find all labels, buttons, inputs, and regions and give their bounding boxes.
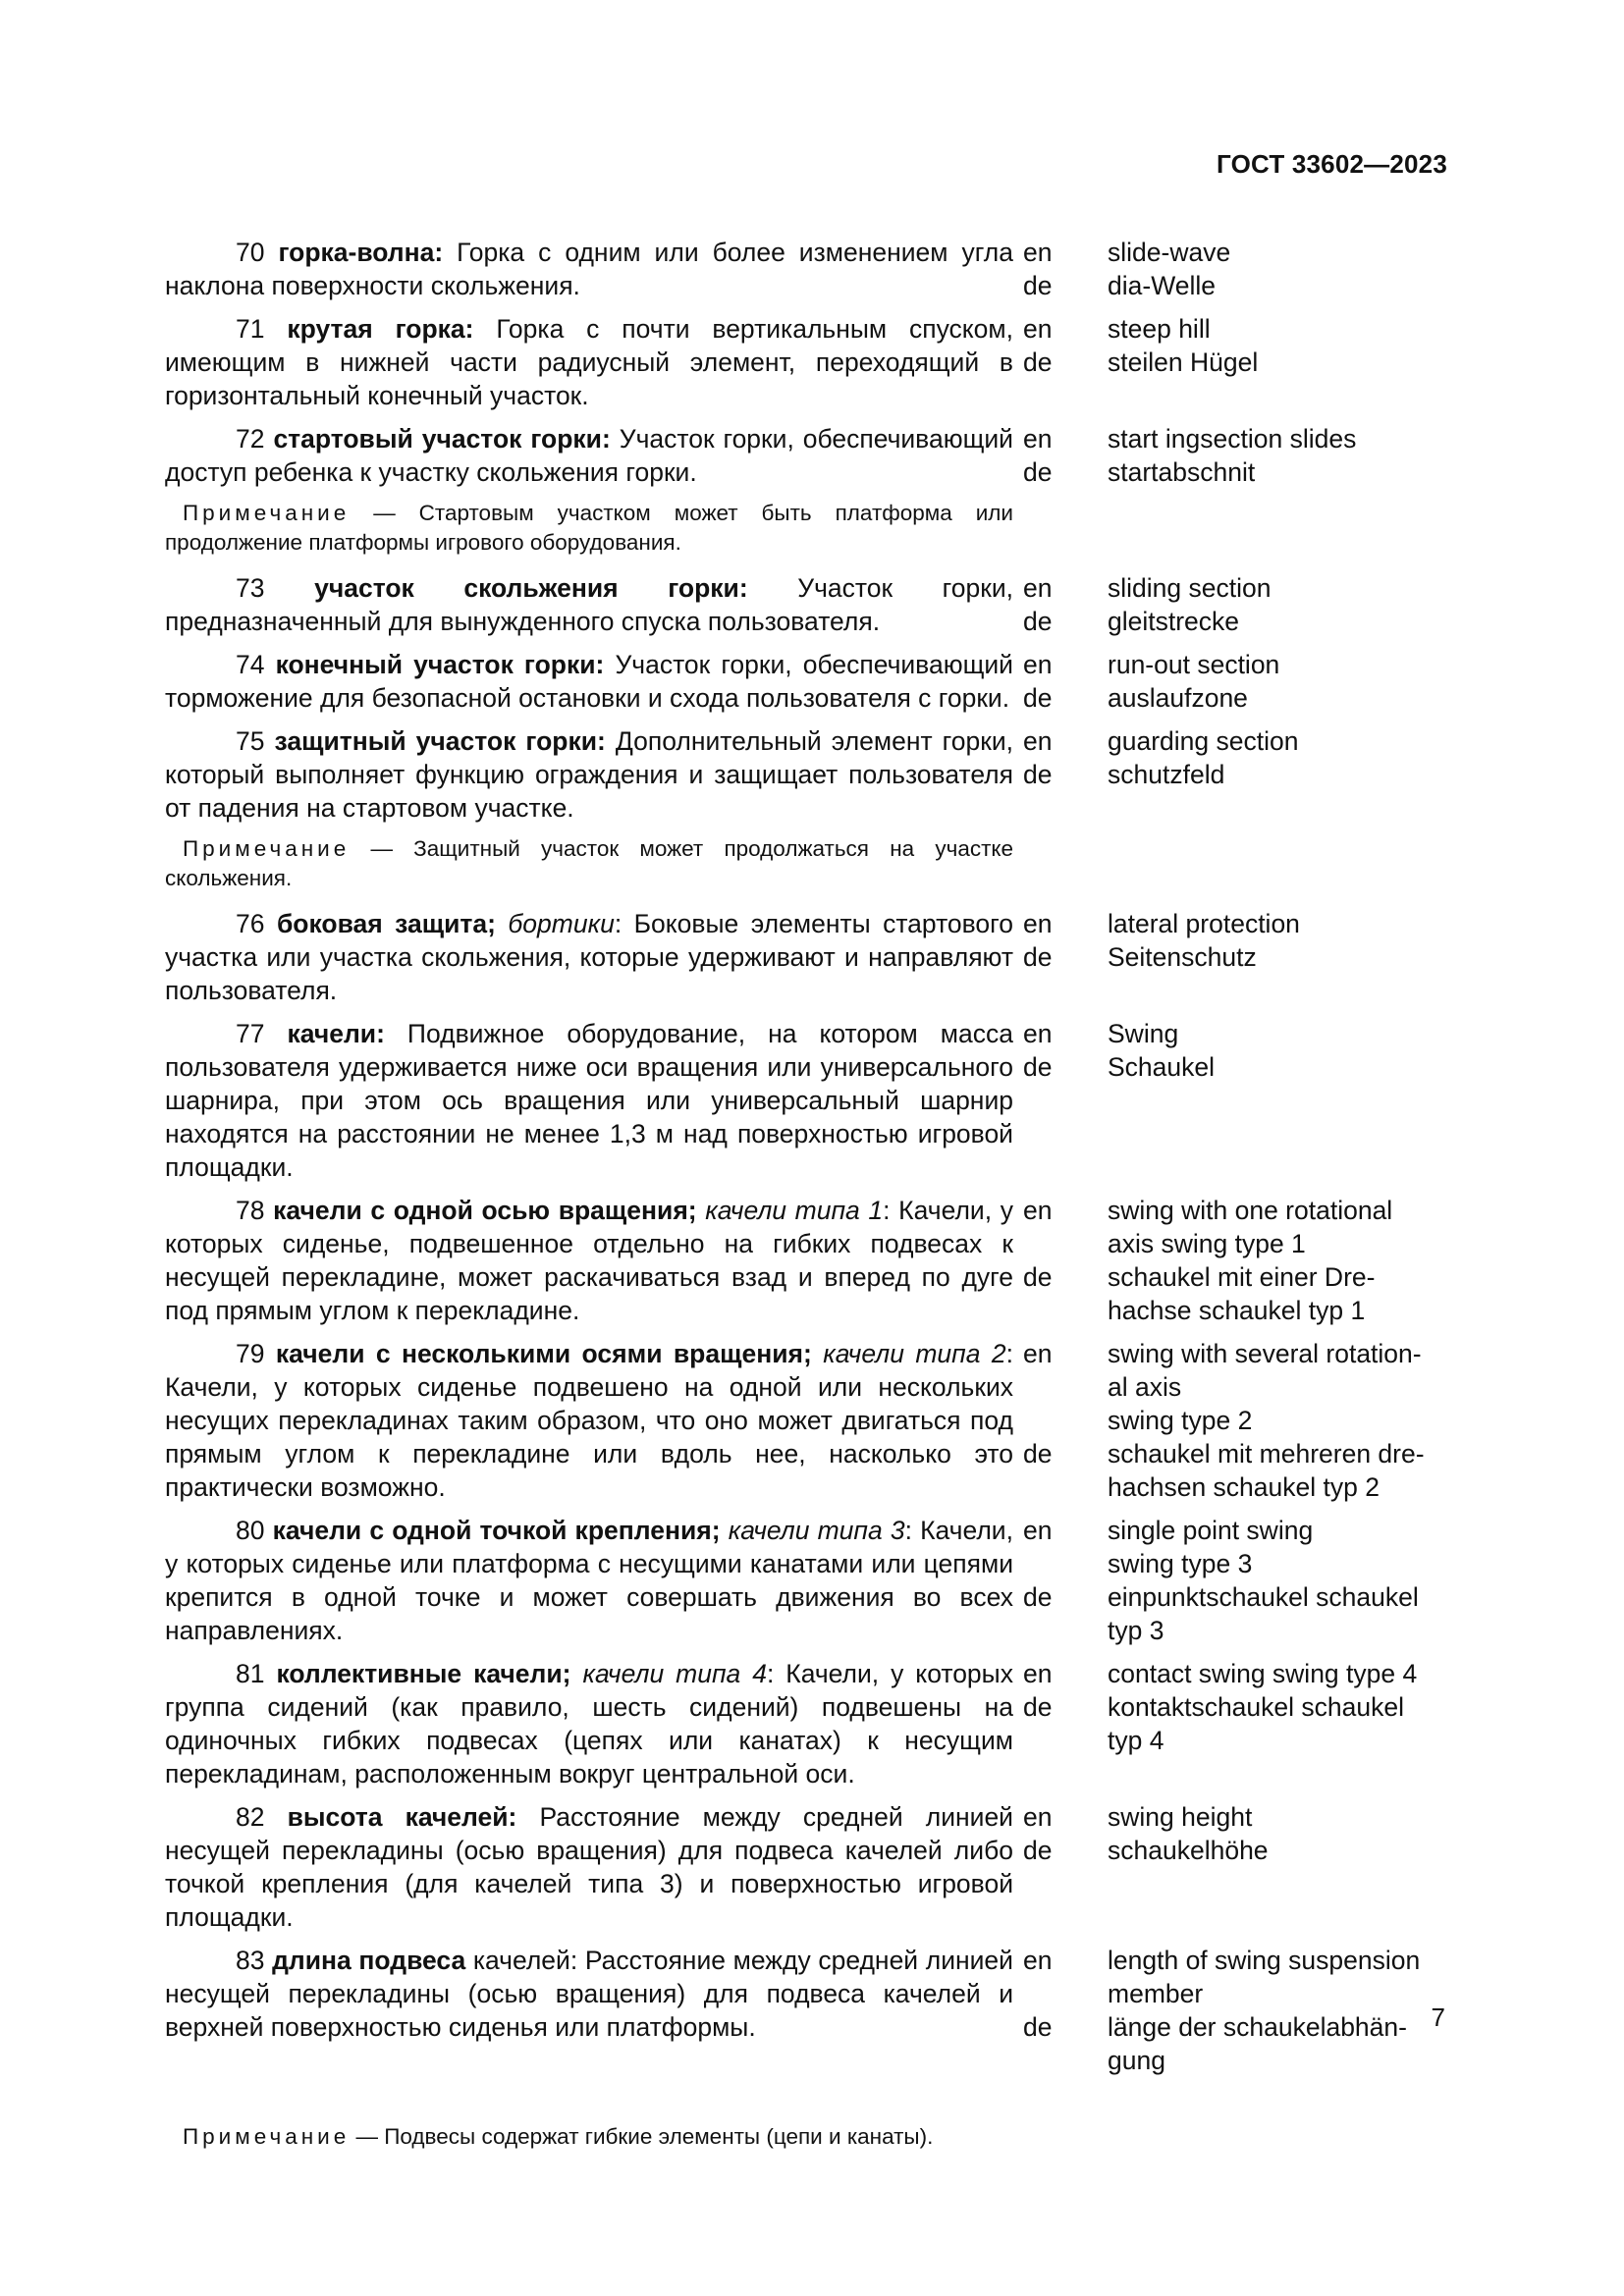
term-name: стартовый участок горки: [273, 424, 611, 454]
language-codes [1023, 571, 1098, 638]
language-code: de [1023, 607, 1053, 636]
note-text: — Защитный участок может продолжаться на участке скольжения. [165, 836, 1013, 890]
language-code: de [1023, 1262, 1053, 1292]
equivalent-term: guarding section [1108, 726, 1299, 756]
equivalent-term: kontaktschaukel schaukel [1108, 1692, 1404, 1722]
term-entry [165, 648, 1447, 715]
foreign-equivalents [1108, 1800, 1447, 1934]
equivalent-term: swing type 2 [1108, 1406, 1253, 1435]
language-code: en [1023, 238, 1053, 267]
term-entry [165, 1194, 1447, 1327]
language-code: en [1023, 424, 1053, 454]
language-code: en [1023, 650, 1053, 679]
term-entry [165, 1017, 1447, 1184]
language-code-gap [1023, 1977, 1098, 2010]
language-codes [1023, 1194, 1098, 1327]
term-number: 73 [236, 573, 265, 603]
equivalent-term: run-out section [1108, 650, 1280, 679]
language-code: en [1023, 1339, 1053, 1368]
language-codes [1023, 1017, 1098, 1184]
equivalent-term: startabschnit [1108, 457, 1256, 487]
term-definition-text: Подвижное оборудование, на котором масса пользователя удерживается ниже оси вращения или универсального шарнира, при этом ось вращения или универсальный шарнир находятся на расстоянии не менее 1,3 м над поверхностью игровой площадки. [165, 1019, 1013, 1182]
term-name: участок скольжения горки: [314, 573, 748, 603]
foreign-equivalents [1108, 648, 1447, 715]
language-codes [1023, 907, 1098, 1007]
language-code: en [1023, 1516, 1053, 1545]
equivalent-term: typ 3 [1108, 1616, 1164, 1645]
term-entry [165, 724, 1447, 825]
language-code: en [1023, 1019, 1053, 1048]
language-codes [1023, 1657, 1098, 1790]
equivalent-term: length of swing suspension [1108, 1946, 1421, 1975]
equivalent-term: axis swing type 1 [1108, 1229, 1306, 1258]
term-definition [165, 312, 1013, 412]
language-code: en [1023, 1659, 1053, 1688]
term-definition [165, 236, 1013, 302]
term-definition [165, 1337, 1013, 1504]
language-codes [1023, 422, 1098, 489]
note-label: Примечание [183, 2124, 351, 2149]
term-definition-text: : Боковые элементы стартового участка или участка скольжения, которые удерживают и направляют пользователя. [165, 909, 1013, 1005]
term-number: 76 [236, 909, 265, 938]
term-name: качели с одной точкой крепления; [272, 1516, 721, 1545]
equivalent-term: länge der schaukelabhän- [1108, 2012, 1407, 2042]
term-number: 83 [236, 1946, 265, 1975]
term-entry [165, 1337, 1447, 1504]
foreign-equivalents [1108, 1514, 1447, 1647]
equivalent-term: einpunktschaukel schaukel [1108, 1582, 1419, 1612]
term-definition-text: : Качели, у которых группа сидений (как правило, шесть сидений) подвешены на одиночных гибких подвесах (цепях или канатах) к несущим перекладинам, расположенным вокруг центральной оси. [165, 1659, 1013, 1789]
term-definition-text: Участок горки, предназначенный для вынужденного спуска пользователя. [165, 573, 1013, 636]
language-code: en [1023, 909, 1053, 938]
note-label: Примечание [183, 501, 351, 525]
term-name: коллективные качели; [276, 1659, 571, 1688]
term-name: конечный участок горки: [275, 650, 605, 679]
equivalent-term: start ingsection slides [1108, 424, 1357, 454]
language-code-gap [1023, 1547, 1098, 1580]
term-synonym: бортики [508, 909, 615, 938]
foreign-equivalents [1108, 724, 1447, 825]
language-codes [1023, 724, 1098, 825]
equivalent-term: lateral protection [1108, 909, 1300, 938]
equivalent-term: hachse schaukel typ 1 [1108, 1296, 1366, 1325]
foreign-equivalents [1108, 571, 1447, 638]
language-code: en [1023, 573, 1053, 603]
language-code: de [1023, 347, 1053, 377]
term-number: 74 [236, 650, 265, 679]
equivalent-term: member [1108, 1979, 1204, 2008]
term-number: 72 [236, 424, 265, 454]
term-definition [165, 1017, 1013, 1184]
term-name: длина подвеса [272, 1946, 466, 1975]
equivalent-term: schaukel mit mehreren dre- [1108, 1439, 1425, 1468]
term-definition-text: Горка с почти вертикальным спуском, имеющим в нижней части радиусный элемент, переходящий в горизонтальный конечный участок. [165, 314, 1013, 410]
note-text: — Стартовым участком может быть платформа или продолжение платформы игрового оборудования. [165, 501, 1013, 555]
term-definition-text: Дополнительный элемент горки, который выполняет функцию ограждения и защищает пользователя от падения на стартовом участке. [165, 726, 1013, 823]
term-definition-text: Расстояние между средней линией несущей перекладины (осью вращения) для подвеса качелей и верхней поверхностью сиденья или платформы. [165, 1946, 1013, 2042]
term-entry [165, 1944, 1447, 2077]
term-entry [165, 422, 1447, 489]
language-code: de [1023, 760, 1053, 789]
note [165, 834, 1013, 893]
foreign-equivalents [1108, 1657, 1447, 1790]
language-codes [1023, 236, 1098, 302]
term-definition [165, 1657, 1013, 1790]
language-code: de [1023, 1439, 1053, 1468]
language-code: de [1023, 2012, 1053, 2042]
equivalent-term: schaukelhöhe [1108, 1836, 1269, 1865]
equivalent-term: single point swing [1108, 1516, 1314, 1545]
equivalent-term: swing type 3 [1108, 1549, 1253, 1578]
language-code-gap [1023, 1227, 1098, 1260]
term-entry [165, 1800, 1447, 1934]
language-codes [1023, 312, 1098, 412]
language-code: de [1023, 457, 1053, 487]
language-code: en [1023, 1802, 1053, 1832]
language-codes [1023, 1337, 1098, 1504]
term-entry [165, 1657, 1447, 1790]
term-name-tail: качелей: [465, 1946, 578, 1975]
term-definition-text: Горка с одним или более изменением угла наклона поверхности скольжения. [165, 238, 1013, 300]
equivalent-term: dia-Welle [1108, 271, 1216, 300]
term-entry [165, 907, 1447, 1007]
equivalent-term: auslaufzone [1108, 683, 1248, 713]
language-code: de [1023, 1582, 1053, 1612]
equivalent-term: typ 4 [1108, 1726, 1164, 1755]
language-code: en [1023, 726, 1053, 756]
language-code: de [1023, 1692, 1053, 1722]
equivalent-term: contact swing swing type 4 [1108, 1659, 1418, 1688]
term-definition [165, 1514, 1013, 1647]
equivalent-term: steilen Hügel [1108, 347, 1259, 377]
language-codes [1023, 648, 1098, 715]
language-code-gap [1023, 1614, 1098, 1647]
equivalent-term: sliding section [1108, 573, 1272, 603]
term-number: 78 [236, 1196, 265, 1225]
language-code: en [1023, 1196, 1053, 1225]
term-definition-text: Участок горки, обеспечивающий доступ ребенка к участку скольжения горки. [165, 424, 1013, 487]
language-code: de [1023, 683, 1053, 713]
term-number: 70 [236, 238, 265, 267]
foreign-equivalents [1108, 1337, 1447, 1504]
language-code-gap [1023, 2044, 1098, 2077]
term-entry [165, 1514, 1447, 1647]
language-code: de [1023, 271, 1053, 300]
term-definition [165, 571, 1013, 638]
term-definition [165, 724, 1013, 825]
equivalent-term: swing with one rotational [1108, 1196, 1393, 1225]
foreign-equivalents [1108, 1944, 1447, 2077]
term-definition [165, 907, 1013, 1007]
language-code: de [1023, 1836, 1053, 1865]
equivalent-term: steep hill [1108, 314, 1211, 344]
language-code-gap [1023, 1294, 1098, 1327]
term-synonym: качели типа 2 [823, 1339, 1006, 1368]
foreign-equivalents [1108, 1017, 1447, 1184]
foreign-equivalents [1108, 236, 1447, 302]
term-entry [165, 571, 1447, 638]
term-definition-text: : Качели, у которых сиденье, подвешенное отдельно на гибких подвесах к несущей перекладине, может раскачиваться взад и вперед по дуге под прямым углом к перекладине. [165, 1196, 1013, 1325]
foreign-equivalents [1108, 1194, 1447, 1327]
term-synonym: качели типа 4 [582, 1659, 767, 1688]
language-codes [1023, 1514, 1098, 1647]
equivalent-term: Swing [1108, 1019, 1179, 1048]
term-synonym: качели типа 1 [705, 1196, 884, 1225]
language-codes [1023, 1944, 1098, 2077]
language-code: en [1023, 1946, 1053, 1975]
term-number: 79 [236, 1339, 265, 1368]
equivalent-term: gung [1108, 2046, 1165, 2075]
equivalent-term: swing with several rotation- [1108, 1339, 1422, 1368]
note [165, 2122, 1013, 2152]
note-text: — Подвесы содержат гибкие элементы (цепи и канаты). [350, 2124, 934, 2149]
term-entry [165, 312, 1447, 412]
foreign-equivalents [1108, 907, 1447, 1007]
term-name: качели с несколькими осями вращения; [275, 1339, 812, 1368]
equivalent-term: al axis [1108, 1372, 1182, 1402]
term-number: 82 [236, 1802, 265, 1832]
equivalent-term: Seitenschutz [1108, 942, 1257, 972]
term-number: 77 [236, 1019, 265, 1048]
equivalent-term: slide-wave [1108, 238, 1231, 267]
term-name: качели с одной осью вращения; [273, 1196, 697, 1225]
term-definition [165, 648, 1013, 715]
equivalent-term: swing height [1108, 1802, 1253, 1832]
equivalent-term: gleitstrecke [1108, 607, 1240, 636]
term-definition [165, 1944, 1013, 2077]
term-definition-text: : Качели, у которых сиденье или платформа с несущими канатами или цепями крепится в одной точке и может совершать движения во всех направлениях. [165, 1516, 1013, 1645]
term-number: 75 [236, 726, 265, 756]
term-name: горка-волна: [278, 238, 444, 267]
term-definition-text: Расстояние между средней линией несущей перекладины (осью вращения) для подвеса качелей либо точкой крепления (для качелей типа 3) и поверхностью игровой площадки. [165, 1802, 1013, 1932]
term-number: 80 [236, 1516, 265, 1545]
language-code-gap [1023, 1724, 1098, 1757]
page-number: 7 [1431, 2002, 1445, 2032]
language-codes [1023, 1800, 1098, 1934]
equivalent-term: Schaukel [1108, 1052, 1216, 1082]
language-code-gap [1023, 1470, 1098, 1504]
term-definition [165, 1194, 1013, 1327]
term-definition [165, 422, 1013, 489]
term-definition-text: : Качели, у которых сиденье подвешено на одной или нескольких несущих перекладинах таким образом, что оно может двигаться под прямым углом к перекладине или вдоль нее, насколько это практически возможно. [165, 1339, 1013, 1502]
term-definition-text: Участок горки, обеспечивающий торможение для безопасной остановки и схода пользователя с горки. [165, 650, 1013, 713]
term-name: высота качелей: [287, 1802, 517, 1832]
term-name: боковая защита; [276, 909, 496, 938]
foreign-equivalents [1108, 312, 1447, 412]
term-name: защитный участок горки: [274, 726, 606, 756]
language-code: de [1023, 1052, 1053, 1082]
language-code: en [1023, 314, 1053, 344]
term-list [165, 236, 1447, 2165]
term-number: 81 [236, 1659, 265, 1688]
note [165, 499, 1013, 558]
equivalent-term: schaukel mit einer Dre- [1108, 1262, 1376, 1292]
term-name: крутая горка: [287, 314, 474, 344]
equivalent-term: schutzfeld [1108, 760, 1225, 789]
term-definition [165, 1800, 1013, 1934]
term-name: качели: [287, 1019, 385, 1048]
language-code-gap [1023, 1404, 1098, 1437]
term-synonym: качели типа 3 [728, 1516, 905, 1545]
note-label: Примечание [183, 836, 351, 861]
equivalent-term: hachsen schaukel typ 2 [1108, 1472, 1380, 1502]
term-entry [165, 236, 1447, 302]
document-code: ГОСТ 33602—2023 [1217, 149, 1447, 179]
language-code-gap [1023, 1370, 1098, 1404]
term-number: 71 [236, 314, 265, 344]
foreign-equivalents [1108, 422, 1447, 489]
language-code: de [1023, 942, 1053, 972]
